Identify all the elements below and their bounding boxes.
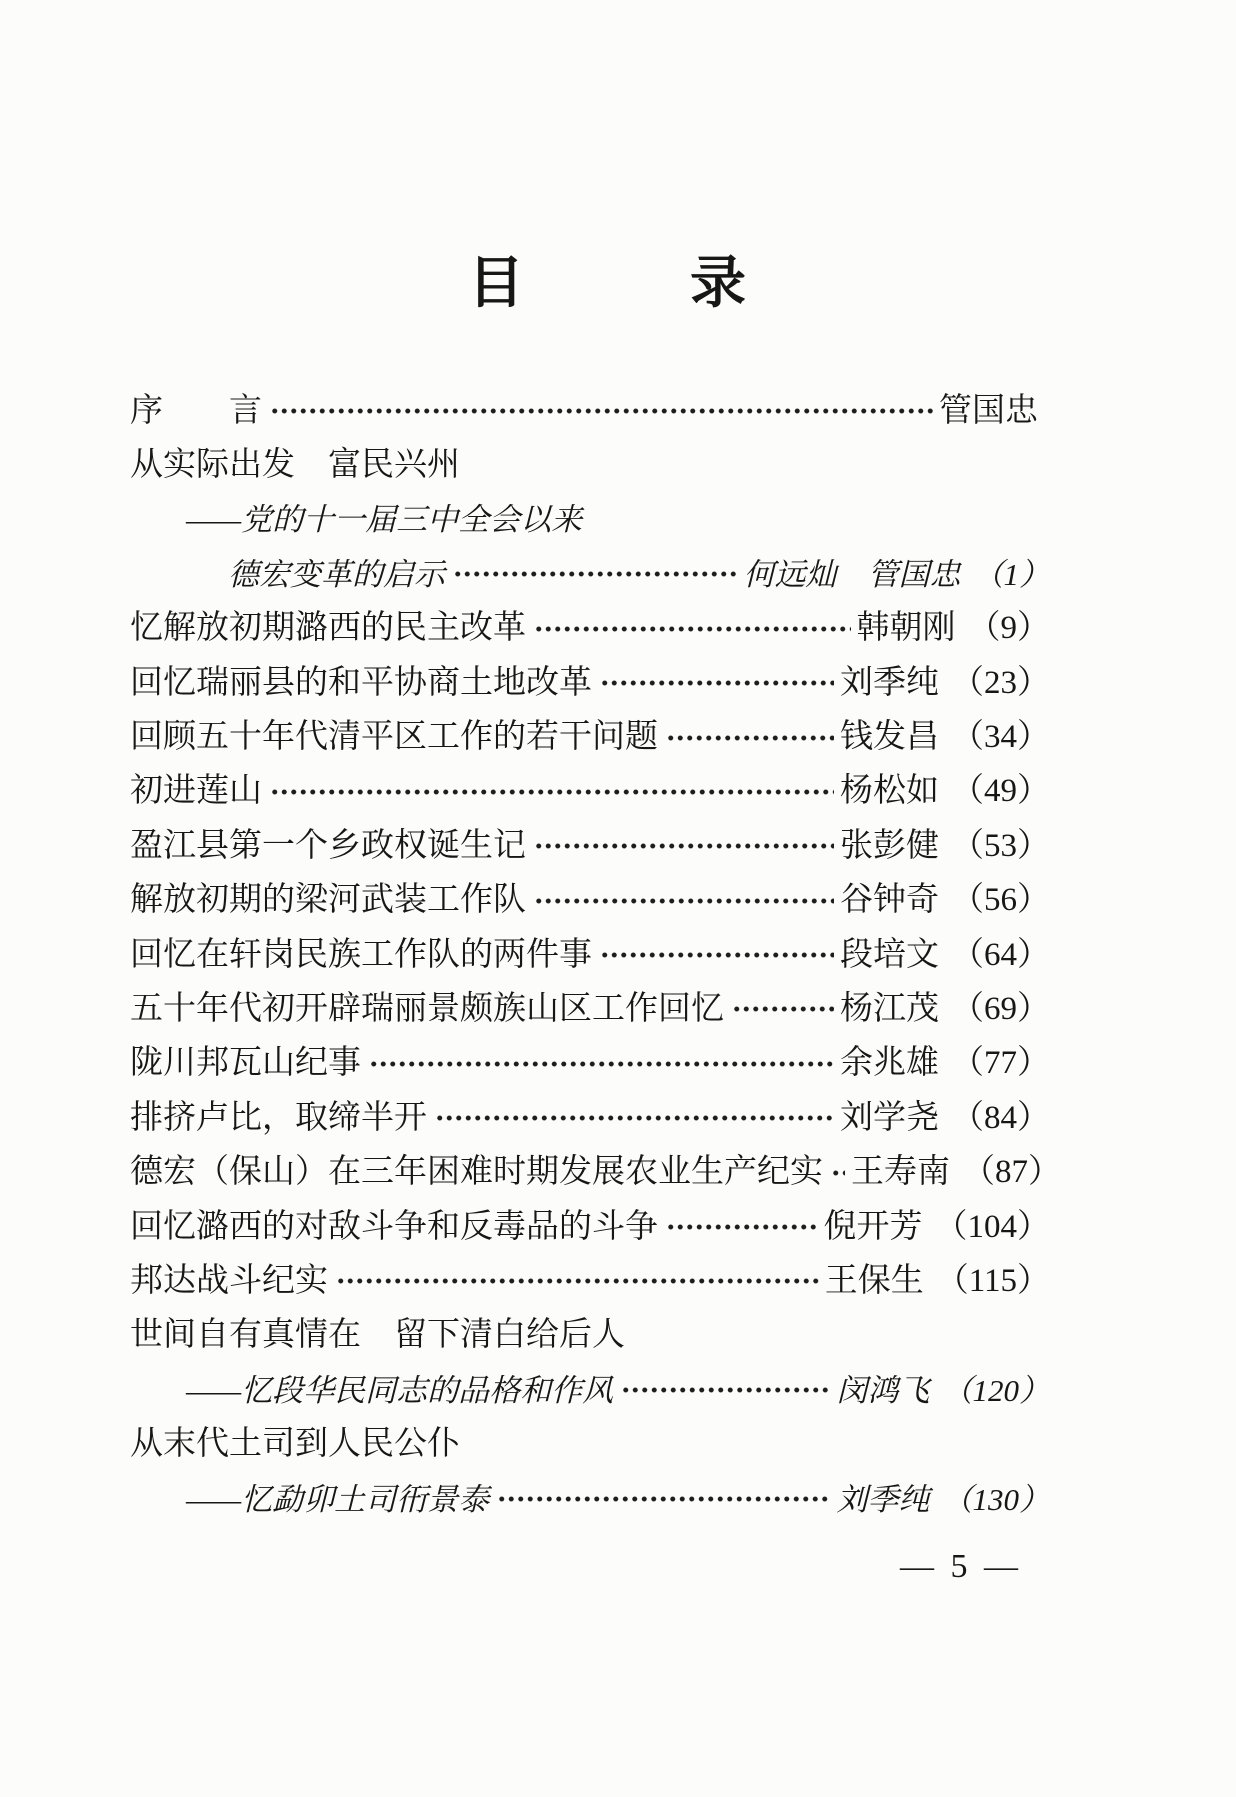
toc-list [130, 384, 1061, 1526]
entry-page: （69） [951, 990, 1050, 1027]
entry-title: 回忆潞西的对敌斗争和反毒品的斗争 [130, 1208, 658, 1245]
entry-title: 从实际出发 富民兴州 [130, 447, 460, 484]
entry-author: 王寿南 [851, 1154, 950, 1191]
entry-page: （34） [951, 719, 1050, 756]
entry-title: 盈江县第一个乡政权诞生记 [130, 827, 526, 864]
entry-author: 杨江茂 [840, 990, 939, 1027]
entry-page: （64） [951, 936, 1050, 973]
entry-title: 忆解放初期潞西的民主改革 [130, 610, 526, 647]
entry-author: 王保生 [824, 1262, 924, 1299]
toc-entry [130, 928, 1050, 982]
toc-entry [130, 384, 1050, 438]
toc-entry-subtitle [130, 547, 1050, 601]
entry-title: 排挤卢比，取缔半开 [130, 1099, 427, 1136]
entry-author: 韩朝刚 [856, 610, 956, 647]
toc-entry [130, 438, 1050, 492]
dot-leader [534, 884, 834, 918]
entry-title: 序 言 [130, 392, 262, 429]
entry-page: （115） [935, 1262, 1050, 1299]
entry-page: （49） [951, 773, 1050, 810]
dot-leader [270, 394, 933, 428]
toc-entry-subtitle [130, 1472, 1050, 1526]
toc-entry [130, 819, 1050, 873]
entry-author: 闵鸿飞 [836, 1372, 930, 1408]
entry-title: 解放初期的梁河武装工作队 [130, 882, 526, 919]
entry-author: 段培文 [840, 936, 939, 973]
entry-title: 邦达战斗纪实 [130, 1262, 328, 1299]
entry-page: （120） [941, 1372, 1050, 1408]
entry-title: ——党的十一届三中全会以来 [186, 502, 583, 538]
entry-title: 世间自有真情在 留下清白给后人 [130, 1317, 625, 1354]
entry-author: 谷钟奇 [840, 882, 939, 919]
entry-page: （84） [951, 1099, 1050, 1136]
dot-leader [336, 1264, 819, 1298]
dot-leader [453, 557, 738, 591]
dot-leader [600, 666, 834, 700]
page-title-char-left: 目 [468, 253, 524, 315]
toc-entry [130, 1145, 1061, 1199]
entry-title: 回忆在轩岗民族工作队的两件事 [130, 936, 592, 973]
entry-author: 张彭健 [840, 827, 939, 864]
entry-title: 回忆瑞丽县的和平协商土地改革 [130, 664, 592, 701]
page-title-char-right: 录 [690, 253, 746, 315]
entry-title: 回顾五十年代清平区工作的若干问题 [130, 719, 658, 756]
entry-author: 管国忠 [939, 392, 1038, 429]
dot-leader [369, 1047, 834, 1081]
entry-page: （9） [967, 610, 1050, 647]
toc-entry-subtitle [130, 1363, 1050, 1417]
dot-leader [732, 992, 834, 1026]
toc-entry [130, 1037, 1050, 1091]
entry-page: （56） [951, 882, 1050, 919]
page-title [468, 253, 746, 315]
dot-leader [534, 829, 834, 863]
dot-leader [666, 1210, 818, 1244]
entry-title: 五十年代初开辟瑞丽景颇族山区工作回忆 [130, 990, 724, 1027]
toc-entry [130, 874, 1050, 928]
entry-page: （104） [934, 1208, 1050, 1245]
entry-title: 初进莲山 [130, 773, 262, 810]
entry-page: （130） [941, 1481, 1050, 1517]
dot-leader [666, 721, 834, 755]
entry-title: ——忆段华民同志的品格和作风 [186, 1372, 614, 1408]
toc-entry-subtitle [130, 493, 1050, 547]
entry-author: 刘学尧 [840, 1099, 939, 1136]
entry-author: 倪开芳 [823, 1208, 923, 1245]
toc-entry [130, 710, 1050, 764]
entry-title: ——忆勐卯土司衎景泰 [186, 1481, 490, 1517]
dot-leader [435, 1101, 834, 1135]
dot-leader [497, 1482, 830, 1516]
toc-entry [130, 1200, 1050, 1254]
toc-entry [130, 656, 1050, 710]
toc-entry [130, 602, 1050, 656]
entry-author: 何远灿 管国忠 [743, 556, 961, 592]
toc-entry [130, 1417, 1050, 1471]
entry-page: （53） [951, 827, 1050, 864]
entry-author: 杨松如 [840, 773, 939, 810]
entry-title: 德宏变革的启示 [228, 556, 445, 592]
entry-author: 余兆雄 [840, 1045, 939, 1082]
entry-author: 刘季纯 [840, 664, 939, 701]
entry-title: 陇川邦瓦山纪事 [130, 1045, 361, 1082]
toc-entry [130, 1254, 1050, 1308]
entry-title: 从末代土司到人民公仆 [130, 1426, 460, 1463]
entry-author: 刘季纯 [836, 1481, 930, 1517]
entry-page: （77） [951, 1045, 1050, 1082]
page-number: — 5 — [900, 1548, 1022, 1585]
dot-leader [621, 1373, 830, 1407]
dot-leader [600, 938, 834, 972]
entry-author: 钱发昌 [840, 719, 939, 756]
entry-title: 德宏（保山）在三年困难时期发展农业生产纪实 [130, 1154, 823, 1191]
dot-leader [831, 1156, 845, 1190]
toc-entry [130, 982, 1050, 1036]
toc-entry [130, 1309, 1050, 1363]
entry-page: （87） [962, 1154, 1061, 1191]
entry-page: （23） [951, 664, 1050, 701]
toc-entry [130, 765, 1050, 819]
dot-leader [270, 775, 834, 809]
toc-entry [130, 1091, 1050, 1145]
dot-leader [534, 612, 851, 646]
entry-page: （1） [972, 556, 1050, 592]
